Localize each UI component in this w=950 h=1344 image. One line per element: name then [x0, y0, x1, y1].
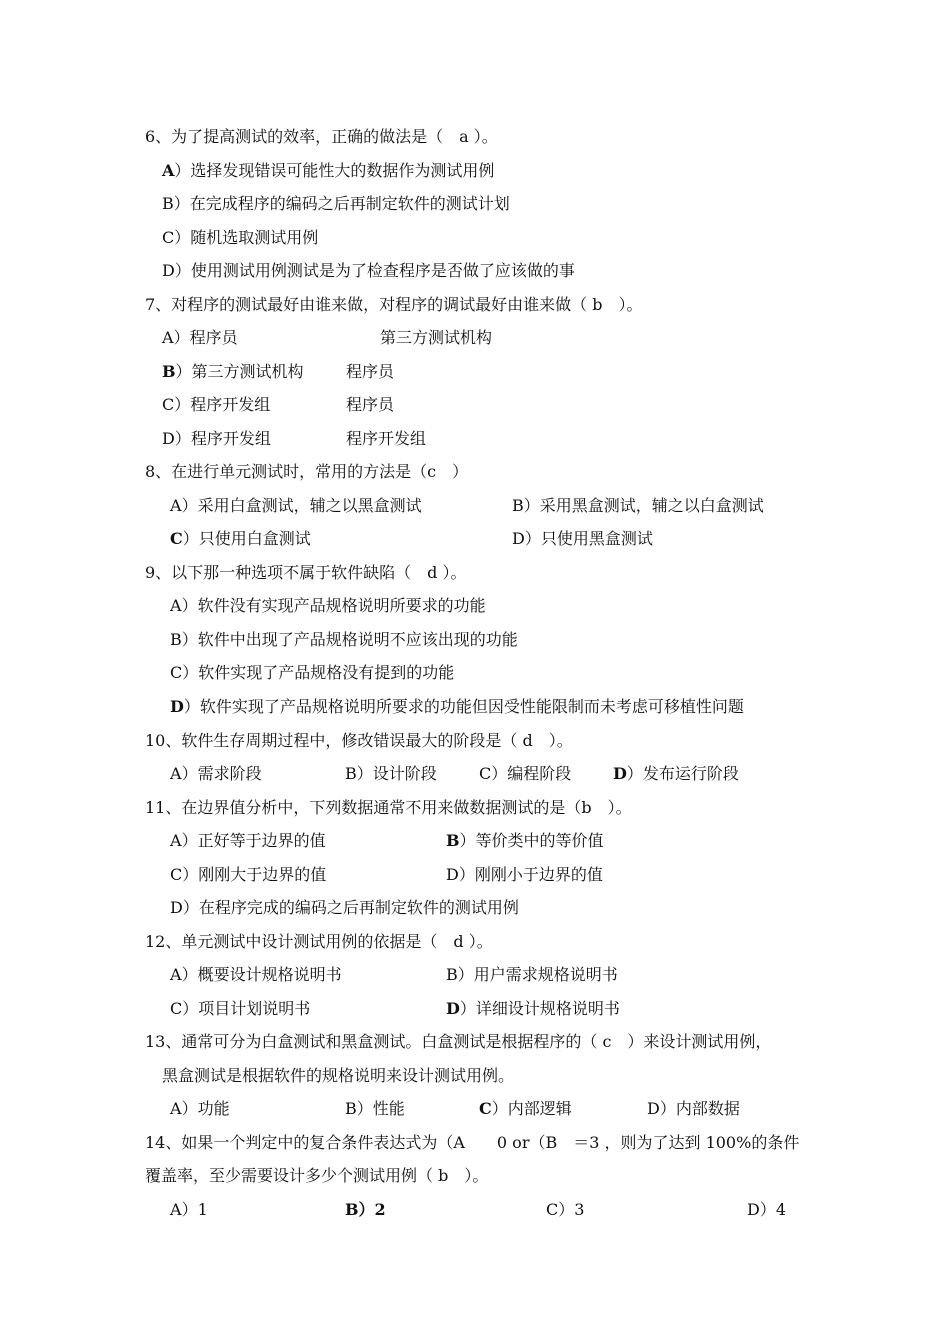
q7-option-a: A）程序员: [162, 328, 238, 347]
question-11-stem: 11、在边界值分析中，下列数据通常不用来做数据测试的是（b ）。: [145, 798, 632, 817]
q11-option-c: C）刚刚大于边界的值: [170, 865, 327, 884]
question-10-stem: 10、软件生存周期过程中，修改错误最大的阶段是（ d ）。: [145, 731, 573, 750]
question-14-stem-cont: 覆盖率，至少需要设计多少个测试用例（ b ）。: [145, 1166, 489, 1185]
q14-option-d: D）4: [747, 1200, 787, 1219]
q6-option-b: B）在完成程序的编码之后再制定软件的测试计划: [162, 194, 510, 213]
question-12-stem: 12、单元测试中设计测试用例的依据是（ d ）。: [145, 932, 493, 951]
question-13-stem: 13、通常可分为白盒测试和黑盒测试。白盒测试是根据程序的（ c ）来设计测试用例，: [145, 1032, 772, 1051]
q11-option-a: A）正好等于边界的值: [170, 831, 326, 850]
q6-option-d: D）使用测试用例测试是为了检查程序是否做了应该做的事: [162, 261, 575, 280]
q13-option-d: D）内部数据: [647, 1099, 740, 1118]
q8-option-a: A）采用白盒测试，辅之以黑盒测试: [170, 496, 422, 515]
q14-option-b: B）2: [345, 1200, 386, 1219]
q11-option-d: D）刚刚小于边界的值: [446, 865, 603, 884]
q13-option-b: B）性能: [345, 1099, 405, 1118]
q6-option-a: A）选择发现错误可能性大的数据作为测试用例: [162, 161, 495, 180]
q7-option-b-second: 程序员: [346, 362, 395, 381]
q7-option-c-second: 程序员: [346, 395, 395, 414]
q12-option-c: C）项目计划说明书: [170, 999, 311, 1018]
q14-option-c: C）3: [546, 1200, 585, 1219]
question-8-stem: 8、在进行单元测试时，常用的方法是（c ）: [145, 462, 469, 481]
question-14-stem: 14、如果一个判定中的复合条件表达式为（A 0 or（B ＝3 ，则为了达到 100%的条件: [145, 1133, 800, 1152]
q7-option-a-second: 第三方测试机构: [380, 328, 493, 347]
question-9-stem: 9、以下那一种选项不属于软件缺陷（ d ）。: [145, 563, 467, 582]
q9-option-b: B）软件中出现了产品规格说明不应该出现的功能: [170, 630, 518, 649]
q13-option-c: C）内部逻辑: [479, 1099, 572, 1118]
q6-option-c: C）随机选取测试用例: [162, 228, 319, 247]
q14-option-a: A）1: [170, 1200, 208, 1219]
q7-option-b: B）第三方测试机构: [162, 362, 304, 381]
q8-option-b: B）采用黑盒测试，辅之以白盒测试: [512, 496, 764, 515]
question-7-stem: 7、对程序的测试最好由谁来做，对程序的调试最好由谁来做（ b ）。: [145, 295, 643, 314]
q8-option-c: C）只使用白盒测试: [170, 529, 311, 548]
q11-option-d-extra: D）在程序完成的编码之后再制定软件的测试用例: [170, 898, 519, 917]
q10-option-d: D）发布运行阶段: [613, 764, 739, 783]
q9-option-c: C）软件实现了产品规格没有提到的功能: [170, 663, 455, 682]
q9-option-a: A）软件没有实现产品规格说明所要求的功能: [170, 596, 486, 615]
q7-option-c: C）程序开发组: [162, 395, 271, 414]
q12-option-d: D）详细设计规格说明书: [446, 999, 620, 1018]
q10-option-b: B）设计阶段: [345, 764, 437, 783]
q13-option-a: A）功能: [170, 1099, 230, 1118]
question-6-stem: 6、为了提高测试的效率，正确的做法是（ a ）。: [145, 127, 498, 146]
q11-option-b: B）等价类中的等价值: [446, 831, 604, 850]
q7-option-d-second: 程序开发组: [346, 429, 427, 448]
q12-option-b: B）用户需求规格说明书: [446, 965, 618, 984]
q9-option-d: D）软件实现了产品规格说明所要求的功能但因受性能限制而未考虑可移植性问题: [170, 697, 744, 716]
q12-option-a: A）概要设计规格说明书: [170, 965, 342, 984]
q7-option-d: D）程序开发组: [162, 429, 271, 448]
q10-option-a: A）需求阶段: [170, 764, 262, 783]
q8-option-d: D）只使用黑盒测试: [512, 529, 653, 548]
q10-option-c: C）编程阶段: [479, 764, 572, 783]
question-13-stem-cont: 黑盒测试是根据软件的规格说明来设计测试用例。: [162, 1066, 515, 1085]
